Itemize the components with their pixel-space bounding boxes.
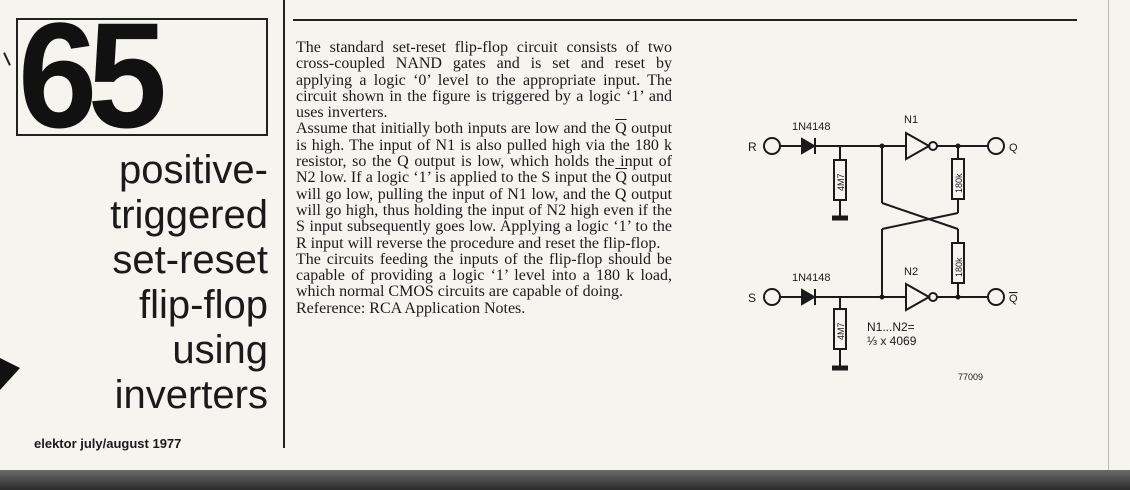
label-gate-n2: N2: [904, 266, 919, 278]
label-res-180k-top: 180k: [954, 173, 964, 193]
top-rule: [293, 19, 1077, 21]
output-q-terminal: [988, 138, 1004, 154]
title-line: inverters: [114, 373, 268, 417]
diode-top-symbol: [802, 139, 814, 153]
label-gate-note-1: N1...N2=: [867, 320, 915, 334]
label-figure-code: 77009: [958, 372, 984, 382]
article-number: 65: [18, 18, 158, 136]
title-line: set-reset: [112, 238, 268, 282]
label-output-q: Q: [1009, 142, 1018, 154]
label-diode-bottom: 1N4148: [792, 272, 831, 284]
label-gate-n1: N1: [904, 114, 919, 126]
gate-n2-symbol: [906, 284, 929, 310]
output-qbar-terminal: [988, 289, 1004, 305]
text-run: output is high. The input of N1 is also pulled high via the 180 k resistor, so the Q output is low, which holds the input of N2 low. If a logic ‘1’ is applied to the S input the: [296, 120, 673, 187]
title-line: using: [172, 328, 268, 372]
title-line: triggered: [110, 193, 268, 237]
input-r-terminal: [764, 138, 780, 154]
diode-bottom-symbol: [802, 290, 814, 304]
label-gate-note-2: ⅓ x 4069: [867, 334, 917, 348]
input-s-terminal: [764, 289, 780, 305]
label-s: S: [748, 291, 757, 305]
scan-mark: [3, 52, 11, 66]
paragraph-operation: [296, 121, 672, 251]
flip-flop-schematic: [730, 105, 1030, 395]
paragraph-reference: Reference: RCA Application Notes.: [296, 299, 526, 317]
text-run: output will go low, pulling the input of N1 low, and the Q output will go high, thus holding the input of N2 high even if the S input subsequently goes low. Applying a logic ‘1’ to the R input will reverse the procedure and reset the flip-flop.: [296, 169, 673, 252]
source-line: elektor july/august 1977: [34, 436, 182, 451]
q-bar-symbol: $\overline{Q}$: [615, 120, 627, 138]
gate-n1-symbol: [906, 133, 929, 159]
title-line: positive-: [119, 148, 268, 192]
article-number-box: [16, 18, 268, 136]
label-output-qbar: Q: [1009, 293, 1018, 305]
title-line: flip-flop: [139, 283, 268, 327]
article-body: [296, 40, 672, 317]
label-res-180k-bottom: 180k: [954, 257, 964, 277]
article-title: [110, 148, 268, 418]
q-bar-symbol: $\overline{Q}$: [615, 169, 627, 187]
paragraph-intro: The standard set-reset flip-flop circuit consists of two cross-coupled NAND gates and is set and reset by applying a logic ‘0’ level to the appropriate input. The circuit shown in the figure is triggered by a logic ‘1’ and uses inverters.: [296, 39, 672, 122]
label-diode-top: 1N4148: [792, 121, 831, 133]
label-r: R: [748, 140, 757, 154]
paragraph-requirements: The circuits feeding the inputs of the flip-flop should be capable of providing a logic ‘1’ level into a 180 k load, which normal CMOS circuits are capable of doing.: [296, 250, 672, 301]
label-res-4m7-bottom: 4M7: [836, 322, 846, 340]
scan-blot: [0, 358, 20, 390]
column-divider: [283, 0, 285, 448]
scan-bottom-edge: [0, 470, 1130, 490]
text-run: Assume that initially both inputs are low and the: [296, 120, 616, 138]
label-res-4m7-top: 4M7: [836, 173, 846, 191]
page-edge-line: [1108, 0, 1109, 490]
